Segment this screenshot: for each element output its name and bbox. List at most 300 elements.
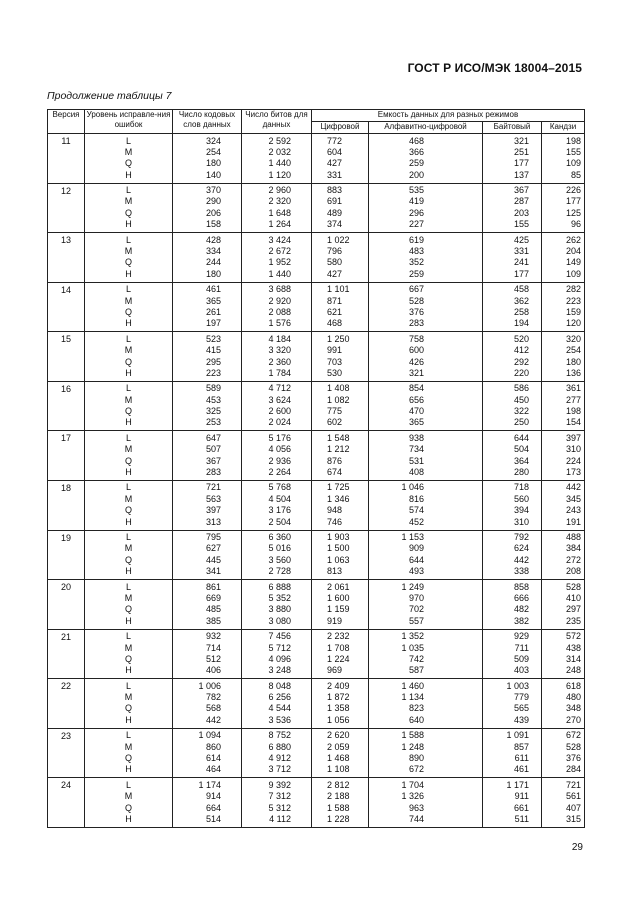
cell-value: 461	[205, 284, 221, 295]
cell-value: 1 174	[198, 779, 221, 790]
table-row	[48, 381, 585, 431]
cell-value: 382	[513, 615, 529, 626]
cell-value: 1 784	[268, 367, 291, 378]
cell-value: 425	[513, 234, 529, 245]
cell-value: 535	[408, 185, 424, 196]
codewords-cell	[173, 431, 242, 481]
cell-value: 3 880	[268, 604, 291, 615]
cell-value: 775	[327, 406, 343, 417]
cell-value: 1 159	[327, 604, 350, 615]
cell-value: 149	[565, 257, 582, 268]
cell-value: 296	[408, 207, 424, 218]
cell-value: 295	[205, 356, 221, 367]
cell-value: 287	[513, 196, 529, 207]
cell-value: 1 108	[327, 764, 350, 775]
cell-value: 3 712	[268, 764, 291, 775]
ecl-cell	[85, 183, 173, 233]
cell-value: Q	[124, 653, 132, 664]
cell-value: 792	[513, 532, 529, 542]
ecl-cell	[85, 233, 173, 283]
cell-value: 1 440	[268, 268, 291, 279]
cell-value: 366	[408, 146, 424, 157]
cell-value: Q	[124, 158, 132, 169]
cell-value: 531	[408, 455, 424, 466]
alnum-cell	[369, 134, 483, 184]
alnum-cell	[369, 233, 483, 283]
byte-cell	[483, 332, 542, 382]
cell-value: 1 091	[506, 730, 529, 741]
version-cell: 16	[48, 381, 85, 431]
cell-value: 427	[327, 268, 343, 279]
cell-value: 223	[565, 295, 582, 306]
cell-value: 1 224	[327, 653, 350, 664]
cell-value: 572	[565, 631, 582, 642]
cell-value: 251	[513, 146, 529, 157]
cell-value: 1 264	[268, 219, 291, 230]
kanji-cell	[542, 778, 585, 828]
cell-value: 341	[205, 566, 221, 577]
cell-value: 177	[565, 196, 582, 207]
cell-value: 5 312	[268, 802, 291, 813]
cell-value: L	[125, 779, 131, 790]
cell-value: 468	[408, 135, 424, 146]
cell-value: 367	[513, 185, 529, 196]
cell-value: 223	[205, 367, 221, 378]
cell-value: 180	[205, 158, 221, 169]
codewords-cell	[173, 728, 242, 778]
cell-value: Q	[124, 753, 132, 764]
alnum-cell	[369, 332, 483, 382]
byte-cell	[483, 183, 542, 233]
cell-value: H	[125, 813, 132, 824]
cell-value: 914	[205, 791, 221, 802]
cell-value: 208	[565, 566, 582, 577]
cell-value: 442	[565, 482, 582, 493]
cell-value: 909	[408, 543, 424, 554]
cell-value: 365	[205, 295, 221, 306]
cell-value: 403	[513, 665, 529, 676]
bits-cell	[242, 778, 312, 828]
byte-cell	[483, 233, 542, 283]
cell-value: 376	[408, 306, 424, 317]
cell-value: M	[124, 196, 133, 207]
bits-cell	[242, 282, 312, 332]
cell-value: 272	[565, 554, 582, 565]
cell-value: 297	[565, 604, 582, 615]
cell-value: H	[125, 219, 132, 230]
cell-value: 929	[513, 631, 529, 642]
kanji-cell	[542, 282, 585, 332]
cell-value: L	[125, 730, 131, 741]
cell-value: 621	[327, 306, 343, 317]
cell-value: 604	[327, 146, 343, 157]
cell-value: 557	[408, 615, 424, 626]
cell-value: 618	[565, 680, 582, 691]
cell-value: 2 320	[268, 196, 291, 207]
page-number: 29	[571, 842, 583, 853]
cell-value: 331	[513, 246, 529, 257]
cell-value: 3 424	[268, 234, 291, 245]
table-row	[48, 134, 585, 184]
byte-cell	[483, 679, 542, 729]
header-bits: Число битов для данных	[242, 110, 312, 134]
cell-value: 1 408	[327, 383, 350, 394]
bits-cell	[242, 233, 312, 283]
cell-value: 674	[327, 467, 343, 478]
cell-value: 779	[513, 692, 529, 703]
version-cell: 19	[48, 530, 85, 580]
codewords-cell	[173, 480, 242, 530]
cell-value: 254	[205, 146, 221, 157]
cell-value: Q	[124, 802, 132, 813]
cell-value: 408	[408, 467, 424, 478]
cell-value: L	[125, 482, 131, 493]
cell-value: 140	[205, 169, 221, 180]
cell-value: 1 588	[401, 730, 424, 741]
cell-value: 489	[327, 207, 343, 218]
byte-cell	[483, 480, 542, 530]
cell-value: L	[125, 284, 131, 295]
ecl-cell	[85, 530, 173, 580]
cell-value: 614	[205, 753, 221, 764]
cell-value: M	[124, 295, 133, 306]
table-row	[48, 728, 585, 778]
numeric-cell	[312, 679, 369, 729]
ecl-cell	[85, 728, 173, 778]
byte-cell	[483, 580, 542, 630]
cell-value: 109	[565, 158, 582, 169]
alnum-cell	[369, 282, 483, 332]
cell-value: 702	[408, 604, 424, 615]
cell-value: 507	[205, 444, 221, 455]
header-capacity-group: Емкость данных для разных режимов	[312, 110, 585, 122]
cell-value: M	[124, 642, 133, 653]
bits-cell	[242, 381, 312, 431]
cell-value: H	[125, 516, 132, 527]
cell-value: 310	[565, 444, 582, 455]
cell-value: 528	[565, 741, 582, 752]
cell-value: 177	[513, 268, 529, 279]
codewords-cell	[173, 679, 242, 729]
bits-cell	[242, 580, 312, 630]
version-cell: 24	[48, 778, 85, 828]
cell-value: 445	[205, 554, 221, 565]
cell-value: 1 588	[327, 802, 350, 813]
ecl-cell	[85, 332, 173, 382]
ecl-cell	[85, 778, 173, 828]
cell-value: 568	[205, 703, 221, 714]
codewords-cell	[173, 134, 242, 184]
cell-value: 530	[327, 367, 343, 378]
cell-value: 796	[327, 246, 343, 257]
cell-value: 669	[205, 592, 221, 603]
cell-value: 370	[205, 185, 221, 196]
cell-value: H	[125, 764, 132, 775]
cell-value: 586	[513, 383, 529, 394]
cell-value: 561	[565, 791, 582, 802]
cell-value: 991	[327, 345, 343, 356]
cell-value: 2 059	[327, 741, 350, 752]
cell-value: 563	[205, 493, 221, 504]
cell-value: L	[125, 383, 131, 394]
cell-value: 1 022	[327, 234, 350, 245]
bits-cell	[242, 629, 312, 679]
cell-value: 666	[513, 592, 529, 603]
cell-value: 2 232	[327, 631, 350, 642]
cell-value: 198	[565, 406, 582, 417]
cell-value: 9 392	[268, 779, 291, 790]
version-cell: 13	[48, 233, 85, 283]
cell-value: 450	[513, 394, 529, 405]
cell-value: 482	[513, 604, 529, 615]
cell-value: 155	[513, 219, 529, 230]
cell-value: 226	[565, 185, 582, 196]
cell-value: 241	[513, 257, 529, 268]
cell-value: 523	[205, 333, 221, 344]
codewords-cell	[173, 629, 242, 679]
cell-value: 220	[513, 367, 529, 378]
version-cell: 15	[48, 332, 85, 382]
cell-value: 3 536	[268, 714, 291, 725]
cell-value: 5 016	[268, 543, 291, 554]
cell-value: 259	[408, 268, 424, 279]
ecl-cell	[85, 679, 173, 729]
cell-value: 244	[205, 257, 221, 268]
cell-value: 744	[408, 813, 424, 824]
cell-value: Q	[124, 455, 132, 466]
cell-value: Q	[124, 356, 132, 367]
cell-value: 813	[327, 566, 343, 577]
cell-value: 452	[408, 516, 424, 527]
cell-value: 200	[408, 169, 424, 180]
cell-value: 1 120	[268, 169, 291, 180]
cell-value: 1 708	[327, 642, 350, 653]
cell-value: 8 048	[268, 680, 291, 691]
cell-value: 283	[205, 467, 221, 478]
cell-value: 1 250	[327, 333, 350, 344]
cell-value: 453	[205, 394, 221, 405]
cell-value: 600	[408, 345, 424, 356]
bits-cell	[242, 679, 312, 729]
cell-value: M	[124, 791, 133, 802]
cell-value: 290	[205, 196, 221, 207]
cell-value: 321	[513, 135, 529, 146]
cell-value: 4 096	[268, 653, 291, 664]
bits-cell	[242, 728, 312, 778]
cell-value: 514	[205, 813, 221, 824]
bits-cell	[242, 480, 312, 530]
cell-value: 619	[408, 234, 424, 245]
cell-value: 2 960	[268, 185, 291, 196]
document-standard-title: ГОСТ Р ИСО/МЭК 18004–2015	[407, 61, 582, 75]
cell-value: 703	[327, 356, 343, 367]
cell-value: 338	[513, 566, 529, 577]
cell-value: 412	[513, 345, 529, 356]
table-caption: Продолжение таблицы 7	[47, 90, 172, 102]
cell-value: 125	[565, 207, 582, 218]
cell-value: Q	[124, 257, 132, 268]
version-cell: 18	[48, 480, 85, 530]
cell-value: 656	[408, 394, 424, 405]
cell-value: 691	[327, 196, 343, 207]
kanji-cell	[542, 480, 585, 530]
cell-value: 270	[565, 714, 582, 725]
cell-value: 7 312	[268, 791, 291, 802]
cell-value: 4 712	[268, 383, 291, 394]
cell-value: 746	[327, 516, 343, 527]
numeric-cell	[312, 580, 369, 630]
version-cell: 23	[48, 728, 85, 778]
cell-value: 565	[513, 703, 529, 714]
cell-value: 470	[408, 406, 424, 417]
alnum-cell	[369, 778, 483, 828]
cell-value: 1 326	[401, 791, 424, 802]
cell-value: 419	[408, 196, 424, 207]
cell-value: 6 888	[268, 581, 291, 592]
numeric-cell	[312, 282, 369, 332]
cell-value: 253	[205, 417, 221, 428]
cell-value: 5 176	[268, 432, 291, 443]
cell-value: L	[125, 185, 131, 196]
cell-value: 442	[205, 714, 221, 725]
cell-value: 1 248	[401, 741, 424, 752]
cell-value: 254	[565, 345, 582, 356]
cell-value: H	[125, 318, 132, 329]
cell-value: 2 188	[327, 791, 350, 802]
cell-value: 1 872	[327, 692, 350, 703]
cell-value: L	[125, 631, 131, 642]
cell-value: 384	[565, 543, 582, 554]
cell-value: 376	[565, 753, 582, 764]
header-numeric: Цифровой	[312, 122, 369, 134]
table-row	[48, 332, 585, 382]
cell-value: 96	[571, 219, 582, 230]
numeric-cell	[312, 778, 369, 828]
cell-value: 173	[565, 467, 582, 478]
cell-value: 3 320	[268, 345, 291, 356]
cell-value: 1 704	[401, 779, 424, 790]
ecl-cell	[85, 629, 173, 679]
cell-value: 589	[205, 383, 221, 394]
cell-value: 1 228	[327, 813, 350, 824]
version-cell: 22	[48, 679, 85, 729]
ecl-cell	[85, 381, 173, 431]
header-byte: Байтовый	[483, 122, 542, 134]
cell-value: Q	[124, 554, 132, 565]
cell-value: 227	[408, 219, 424, 230]
cell-value: 624	[513, 543, 529, 554]
numeric-cell	[312, 431, 369, 481]
cell-value: 876	[327, 455, 343, 466]
cell-value: 426	[408, 356, 424, 367]
cell-value: 1 460	[401, 680, 424, 691]
cell-value: 313	[205, 516, 221, 527]
codewords-cell	[173, 332, 242, 382]
cell-value: 415	[205, 345, 221, 356]
alnum-cell	[369, 530, 483, 580]
cell-value: 315	[565, 813, 582, 824]
cell-value: H	[125, 615, 132, 626]
cell-value: 970	[408, 592, 424, 603]
cell-value: 6 880	[268, 741, 291, 752]
cell-value: 485	[205, 604, 221, 615]
cell-value: 159	[565, 306, 582, 317]
cell-value: 407	[565, 802, 582, 813]
cell-value: 1 082	[327, 394, 350, 405]
cell-value: M	[124, 345, 133, 356]
alnum-cell	[369, 728, 483, 778]
cell-value: 2 088	[268, 306, 291, 317]
bits-cell	[242, 332, 312, 382]
cell-value: 3 176	[268, 505, 291, 516]
cell-value: 1 063	[327, 554, 350, 565]
cell-value: L	[125, 532, 131, 542]
codewords-cell	[173, 778, 242, 828]
cell-value: 177	[513, 158, 529, 169]
version-cell: 20	[48, 580, 85, 630]
byte-cell	[483, 629, 542, 679]
cell-value: 1 440	[268, 158, 291, 169]
cell-value: 488	[565, 532, 582, 542]
cell-value: 667	[408, 284, 424, 295]
cell-value: 2 504	[268, 516, 291, 527]
cell-value: 261	[205, 306, 221, 317]
numeric-cell	[312, 728, 369, 778]
cell-value: 714	[205, 642, 221, 653]
byte-cell	[483, 778, 542, 828]
cell-value: 7 456	[268, 631, 291, 642]
codewords-cell	[173, 580, 242, 630]
version-cell: 12	[48, 183, 85, 233]
cell-value: 198	[565, 135, 582, 146]
cell-value: 1 903	[327, 532, 350, 542]
alnum-cell	[369, 381, 483, 431]
cell-value: 203	[513, 207, 529, 218]
cell-value: 206	[205, 207, 221, 218]
cell-value: 3 688	[268, 284, 291, 295]
cell-value: 394	[513, 505, 529, 516]
cell-value: 647	[205, 432, 221, 443]
kanji-cell	[542, 728, 585, 778]
cell-value: 2 672	[268, 246, 291, 257]
byte-cell	[483, 134, 542, 184]
codewords-cell	[173, 530, 242, 580]
cell-value: 4 504	[268, 493, 291, 504]
cell-value: 734	[408, 444, 424, 455]
cell-value: 1 153	[401, 532, 424, 542]
bits-cell	[242, 134, 312, 184]
cell-value: 464	[205, 764, 221, 775]
cell-value: 890	[408, 753, 424, 764]
cell-value: 374	[327, 219, 343, 230]
byte-cell	[483, 728, 542, 778]
cell-value: 721	[565, 779, 582, 790]
cell-value: 504	[513, 444, 529, 455]
cell-value: 480	[565, 692, 582, 703]
cell-value: 2 360	[268, 356, 291, 367]
cell-value: 5 712	[268, 642, 291, 653]
cell-value: 644	[513, 432, 529, 443]
cell-value: 365	[408, 417, 424, 428]
cell-value: 362	[513, 295, 529, 306]
cell-value: 248	[565, 665, 582, 676]
kanji-cell	[542, 431, 585, 481]
cell-value: 948	[327, 505, 343, 516]
kanji-cell	[542, 530, 585, 580]
cell-value: 871	[327, 295, 343, 306]
cell-value: 1 212	[327, 444, 350, 455]
cell-value: 5 352	[268, 592, 291, 603]
